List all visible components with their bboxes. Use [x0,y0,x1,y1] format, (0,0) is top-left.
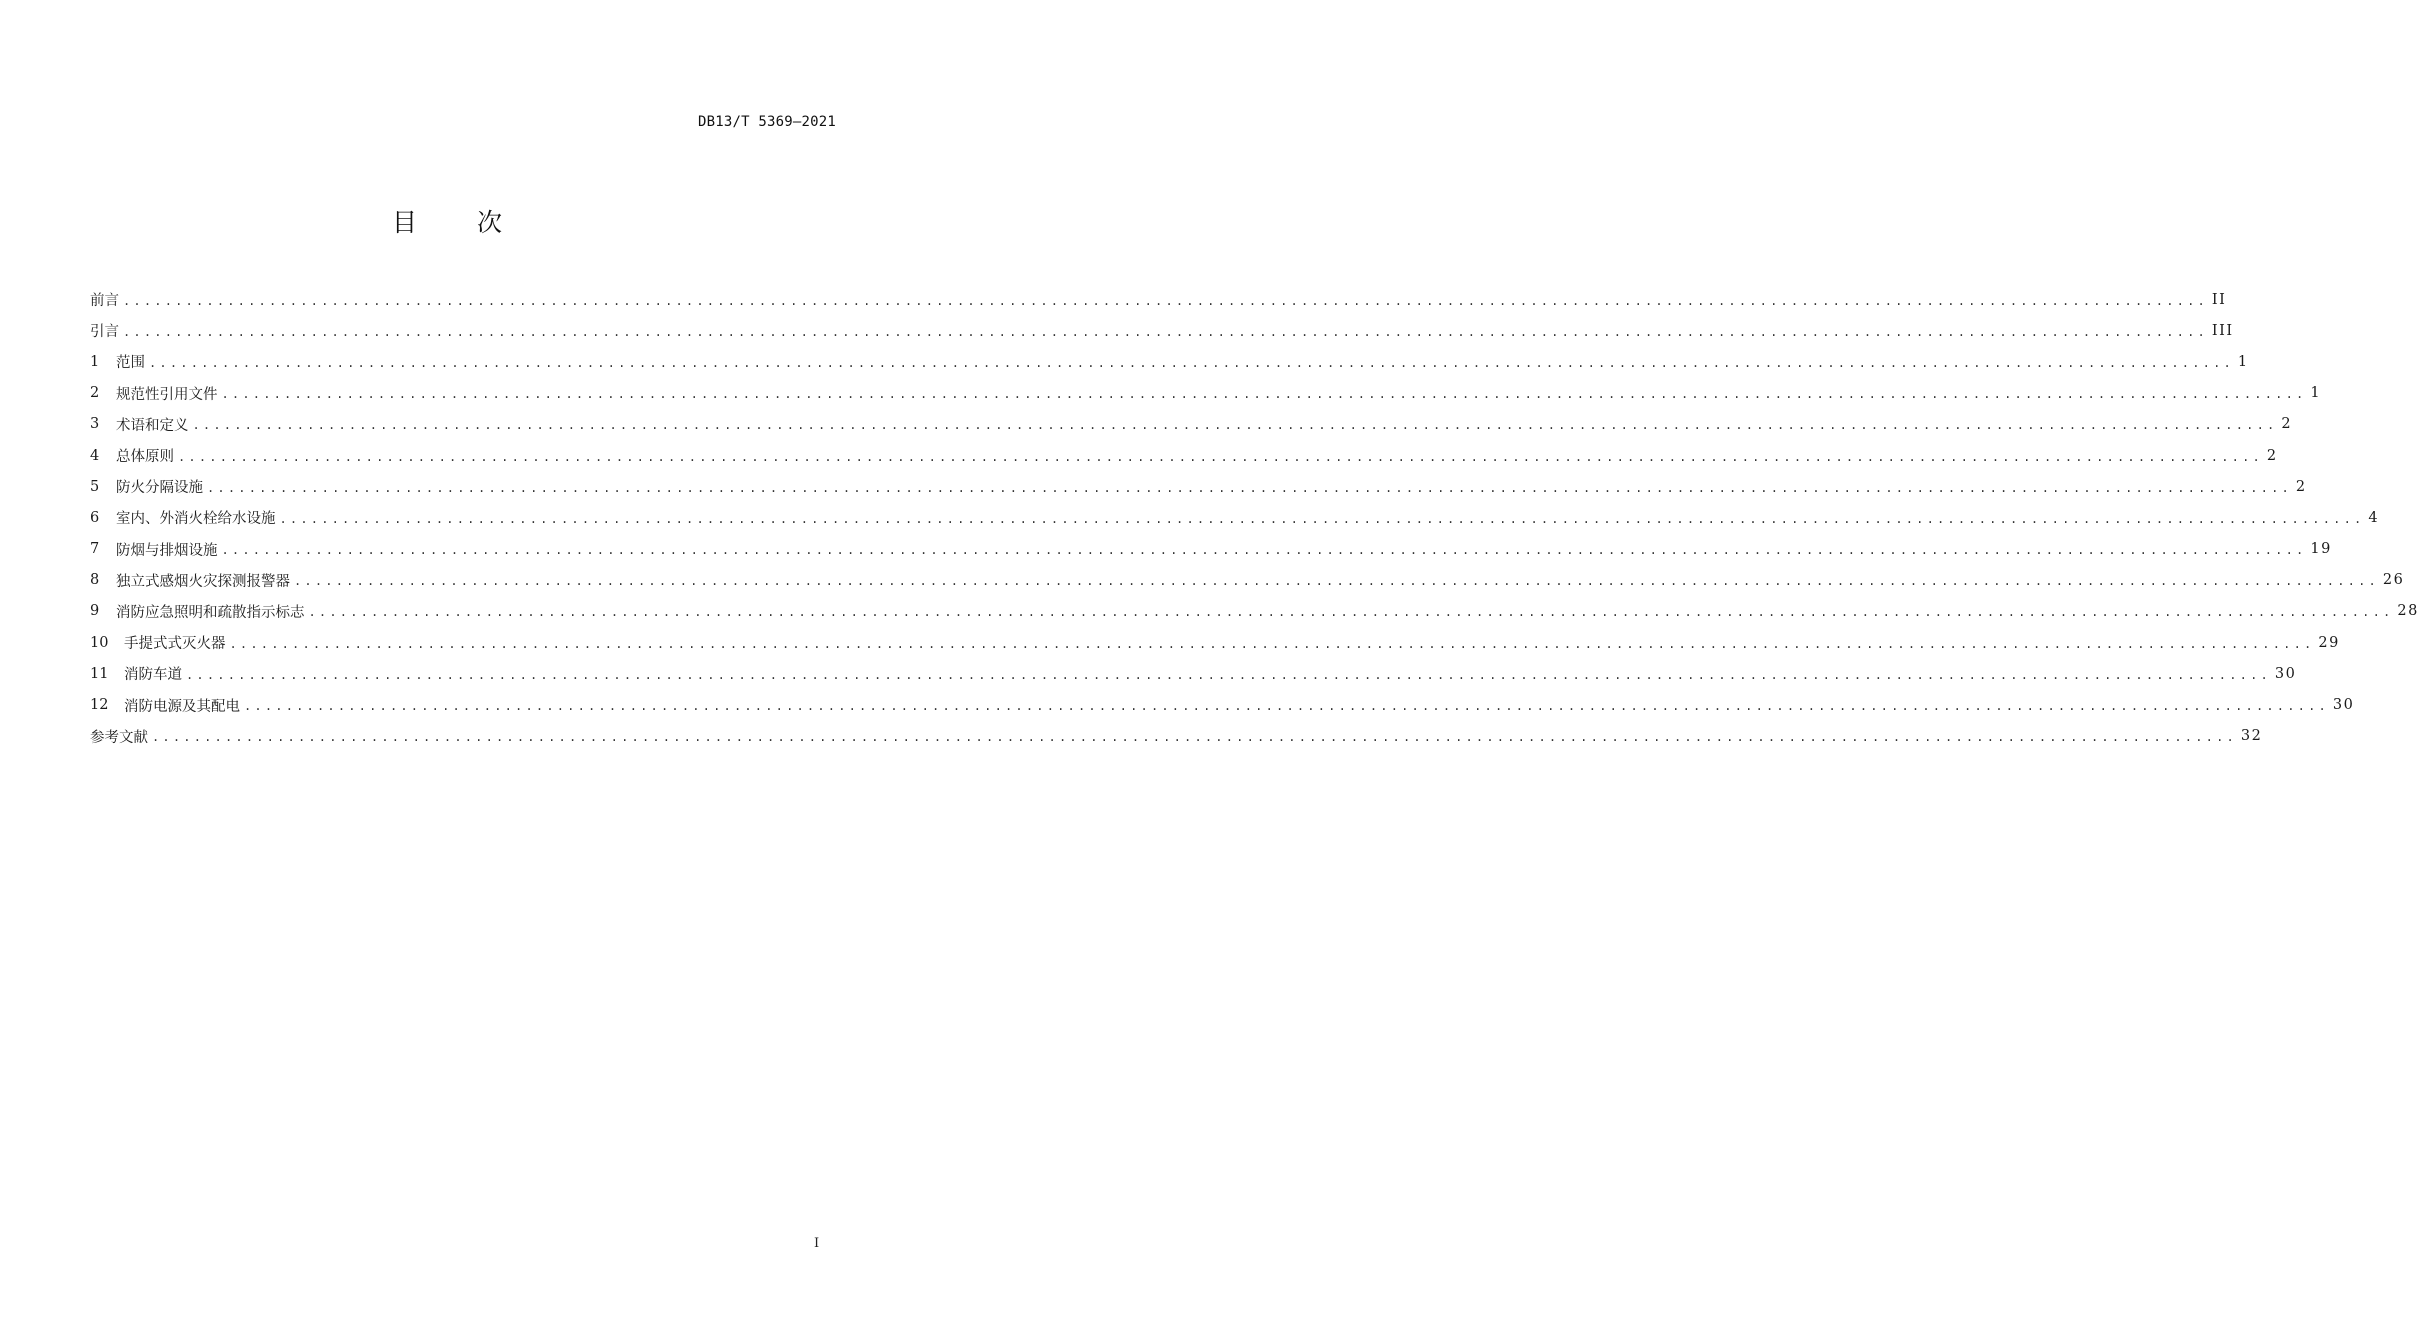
toc-entry-page: 30 [2332,697,2355,714]
toc-dot-leader: ........................................................................................................................................................................................................ [308,605,2394,620]
toc-dot-leader: ........................................................................................................................................................................................................ [207,480,2292,495]
toc-entry[interactable] [90,315,2234,346]
toc-entry[interactable] [90,534,2332,565]
toc-entry-page: 26 [2382,572,2405,589]
toc-entry-page: III [2211,322,2234,339]
toc-entry-label: 术语和定义 [116,417,189,434]
toc-dot-leader: ........................................................................................................................................................................................................ [229,636,2315,651]
toc-entry-number: 2 [90,385,100,402]
toc-entry[interactable] [90,565,2405,596]
toc-entry[interactable] [90,627,2340,658]
toc-entry[interactable] [90,378,2322,409]
toc-entry-label: 防烟与排烟设施 [116,542,218,559]
toc-entry-label: 手提式式灭火器 [124,636,226,653]
toc-entry-label: 参考文献 [90,729,148,746]
toc-entry-number: 11 [90,665,109,682]
toc-entry-page: II [2211,291,2227,308]
toc-entry-page: 4 [2368,509,2380,526]
toc-dot-leader: ........................................................................................................................................................................................................ [294,574,2379,589]
toc-title: 目 次 [392,208,528,237]
toc-entry-number: 7 [90,541,100,558]
toc-entry-number: 3 [90,416,100,433]
toc-entry-label: 范围 [116,355,145,372]
toc-entry-page: 32 [2240,728,2263,745]
toc-entry-label: 消防电源及其配电 [124,698,240,715]
toc-entry-page: 29 [2318,634,2340,651]
toc-entry[interactable] [90,346,2249,377]
toc-entry-label: 室内、外消火栓给水设施 [116,511,276,528]
toc-entry[interactable] [90,440,2278,471]
toc-entry-number: 6 [90,509,100,526]
toc-entry-label: 防火分隔设施 [116,480,203,497]
toc-dot-leader: ........................................................................................................................................................................................................ [192,418,2278,433]
toc-entry-number: 12 [90,697,109,714]
toc-dot-leader: ........................................................................................................................................................................................................ [221,543,2307,558]
toc-dot-leader: ........................................................................................................................................................................................................ [149,355,2234,370]
toc-entry-page: 2 [2281,416,2293,433]
toc-entry-number: 10 [90,634,109,651]
toc-entry-label: 前言 [90,293,119,310]
toc-entry-page: 28 [2397,603,2419,620]
toc-entry-label: 总体原则 [116,449,174,466]
toc-entry-page: 2 [2295,478,2307,495]
toc-entry-label: 规范性引用文件 [116,386,218,403]
toc-entry-page: 19 [2310,541,2332,558]
toc-entry-number: 1 [90,353,100,370]
toc-entry-number: 8 [90,572,100,589]
toc-entry[interactable] [90,284,2227,315]
toc-dot-leader: ........................................................................................................................................................................................................ [279,511,2365,526]
toc-entry-page: 1 [2310,385,2322,402]
toc-entry-label: 独立式感烟火灾探测报警器 [116,573,290,590]
toc-entry[interactable] [90,409,2293,440]
toc-dot-leader: ........................................................................................................................................................................................................ [178,449,2263,464]
toc-dot-leader: ........................................................................................................................................................................................................ [123,293,2208,308]
toc-entry[interactable] [90,721,2263,752]
toc-entry-label: 消防应急照明和疏散指示标志 [116,604,305,621]
toc-dot-leader: ........................................................................................................................................................................................................ [152,730,2237,745]
toc-entry[interactable] [90,471,2307,502]
toc-entry-label: 消防车道 [124,667,182,684]
toc-dot-leader: ........................................................................................................................................................................................................ [186,667,2271,682]
toc-dot-leader: ........................................................................................................................................................................................................ [221,387,2307,402]
toc-entry-page: 30 [2274,665,2297,682]
toc-entry[interactable] [90,596,2419,627]
table-of-contents [90,284,2419,752]
toc-entry[interactable] [90,658,2297,689]
toc-entry-page: 2 [2266,447,2278,464]
page-number: I [814,1236,820,1251]
document-code: DB13/T 5369—2021 [697,114,836,130]
toc-entry-label: 引言 [90,324,119,341]
toc-dot-leader: ........................................................................................................................................................................................................ [244,699,2329,714]
toc-entry-number: 4 [90,447,100,464]
toc-entry-number: 5 [90,478,100,495]
toc-entry[interactable] [90,502,2380,533]
toc-entry[interactable] [90,689,2355,720]
toc-entry-page: 1 [2237,353,2249,370]
toc-dot-leader: ........................................................................................................................................................................................................ [123,324,2208,339]
toc-entry-number: 9 [90,603,100,620]
